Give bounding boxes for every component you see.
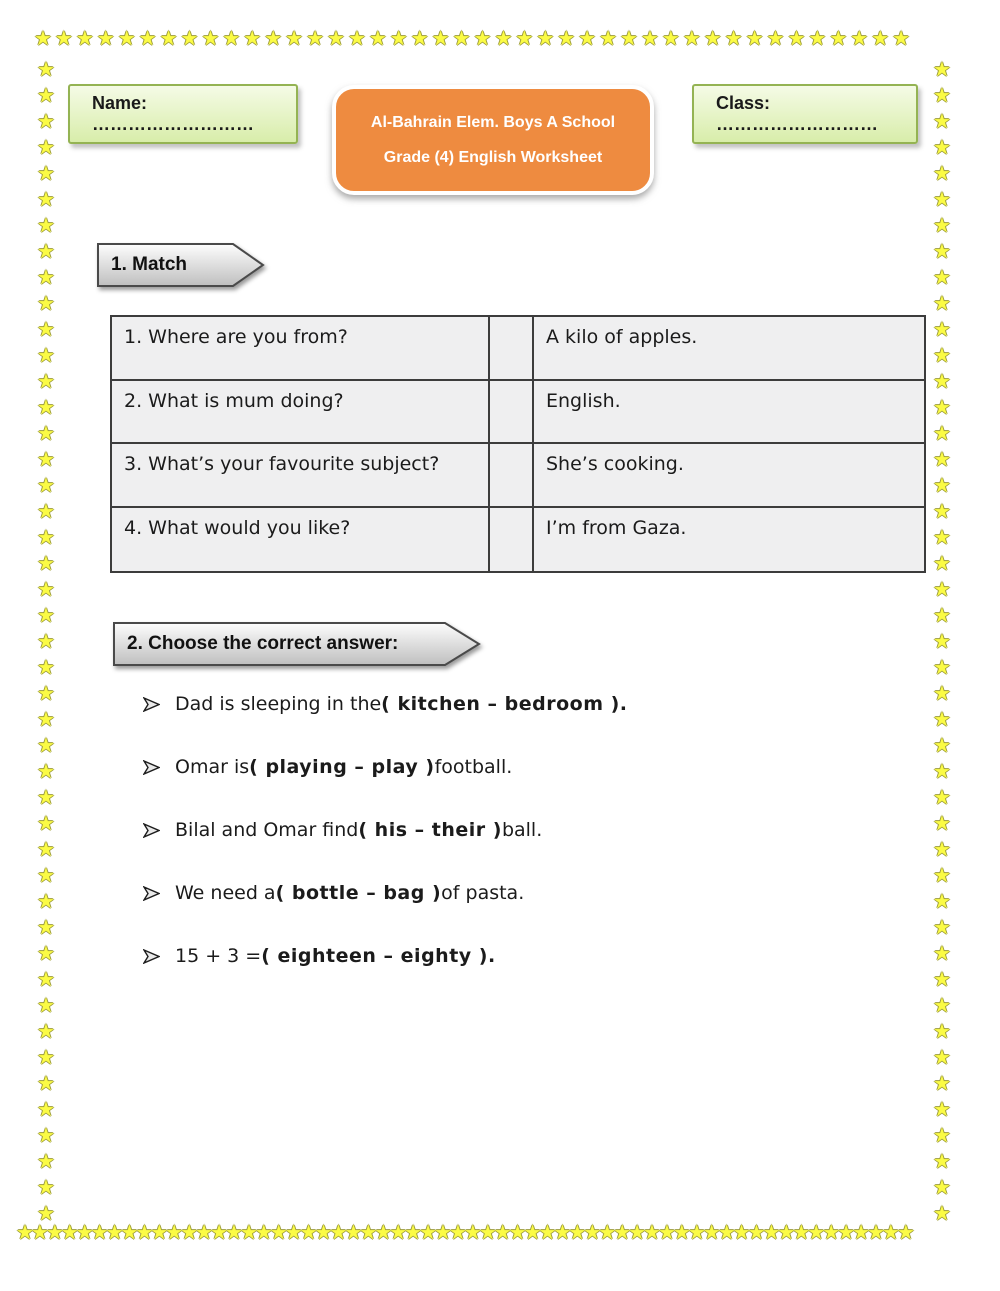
school-title-line1: Al-Bahrain Elem. Boys A School — [370, 113, 616, 131]
choose-list — [143, 690, 863, 1005]
item-text-post: football. — [434, 756, 513, 778]
section-match-header — [97, 243, 265, 287]
school-title-line2: Grade (4) English Worksheet — [383, 148, 603, 166]
match-answer-slot[interactable] — [490, 317, 534, 381]
class-field-box[interactable] — [692, 84, 918, 144]
choice-options[interactable]: ( bottle – bag ) — [275, 882, 442, 904]
match-answer-slot[interactable] — [490, 381, 534, 445]
name-label: Name: ……………………… — [92, 93, 254, 134]
choice-options[interactable]: ( playing – play ) — [249, 756, 435, 778]
arrowhead-bullet-icon — [143, 886, 160, 901]
item-text-pre: Bilal and Omar find — [175, 819, 359, 841]
choice-options[interactable]: ( eighteen – eighty ). — [261, 945, 496, 967]
item-text-post: ball. — [501, 819, 543, 841]
item-text-pre: Dad is sleeping in the — [175, 693, 382, 715]
item-text-post: of pasta. — [441, 882, 525, 904]
match-table — [110, 315, 926, 573]
choose-item — [143, 690, 863, 718]
star-border-right: ★★★★★★★★★★★★★★★★★★★★★★★★★★★★★★★★★★★★★★★★★★★★★ — [933, 57, 951, 1225]
match-answer-slot[interactable] — [490, 508, 534, 572]
star-border-top: ★★★★★★★★★★★★★★★★★★★★★★★★★★★★★★★★★★★★★★★★★★ — [34, 26, 914, 50]
item-text-pre: Omar is — [175, 756, 250, 778]
section-choose-header — [113, 622, 481, 666]
item-text-pre: We need a — [175, 882, 276, 904]
choose-item — [143, 816, 863, 844]
match-question: 2. What is mum doing? — [112, 381, 490, 445]
choice-options[interactable]: ( his – their ) — [358, 819, 502, 841]
class-label: Class: ……………………… — [716, 93, 878, 134]
star-border-bottom: ★★★★★★★★★★★★★★★★★★★★★★★★★★★★★★★★★★★★★★★★★★★★★★★★★★★★★★★★★★★★ — [16, 1220, 912, 1244]
match-answer-slot[interactable] — [490, 444, 534, 508]
arrowhead-bullet-icon — [143, 760, 160, 775]
arrowhead-bullet-icon — [143, 697, 160, 712]
school-title-box — [332, 85, 654, 195]
match-question: 3. What’s your favourite subject? — [112, 444, 490, 508]
match-option: A kilo of apples. — [534, 317, 924, 381]
arrowhead-bullet-icon — [143, 949, 160, 964]
name-field-box[interactable] — [68, 84, 298, 144]
match-option: She’s cooking. — [534, 444, 924, 508]
item-text-pre: 15 + 3 = — [175, 945, 262, 967]
match-option: I’m from Gaza. — [546, 516, 687, 539]
choose-item — [143, 879, 863, 907]
choice-options[interactable]: ( kitchen – bedroom ). — [381, 693, 628, 715]
match-question: 4. What would you like? — [112, 508, 490, 572]
match-question: 1. Where are you from? — [112, 317, 490, 381]
section-match-title: 1. Match — [111, 254, 188, 275]
match-option: English. — [534, 381, 924, 445]
section-choose-title: 2. Choose the correct answer: — [127, 633, 399, 654]
choose-item — [143, 753, 863, 781]
star-border-left: ★★★★★★★★★★★★★★★★★★★★★★★★★★★★★★★★★★★★★★★★★★★★★ — [37, 57, 55, 1225]
choose-item — [143, 942, 863, 970]
arrowhead-bullet-icon — [143, 823, 160, 838]
